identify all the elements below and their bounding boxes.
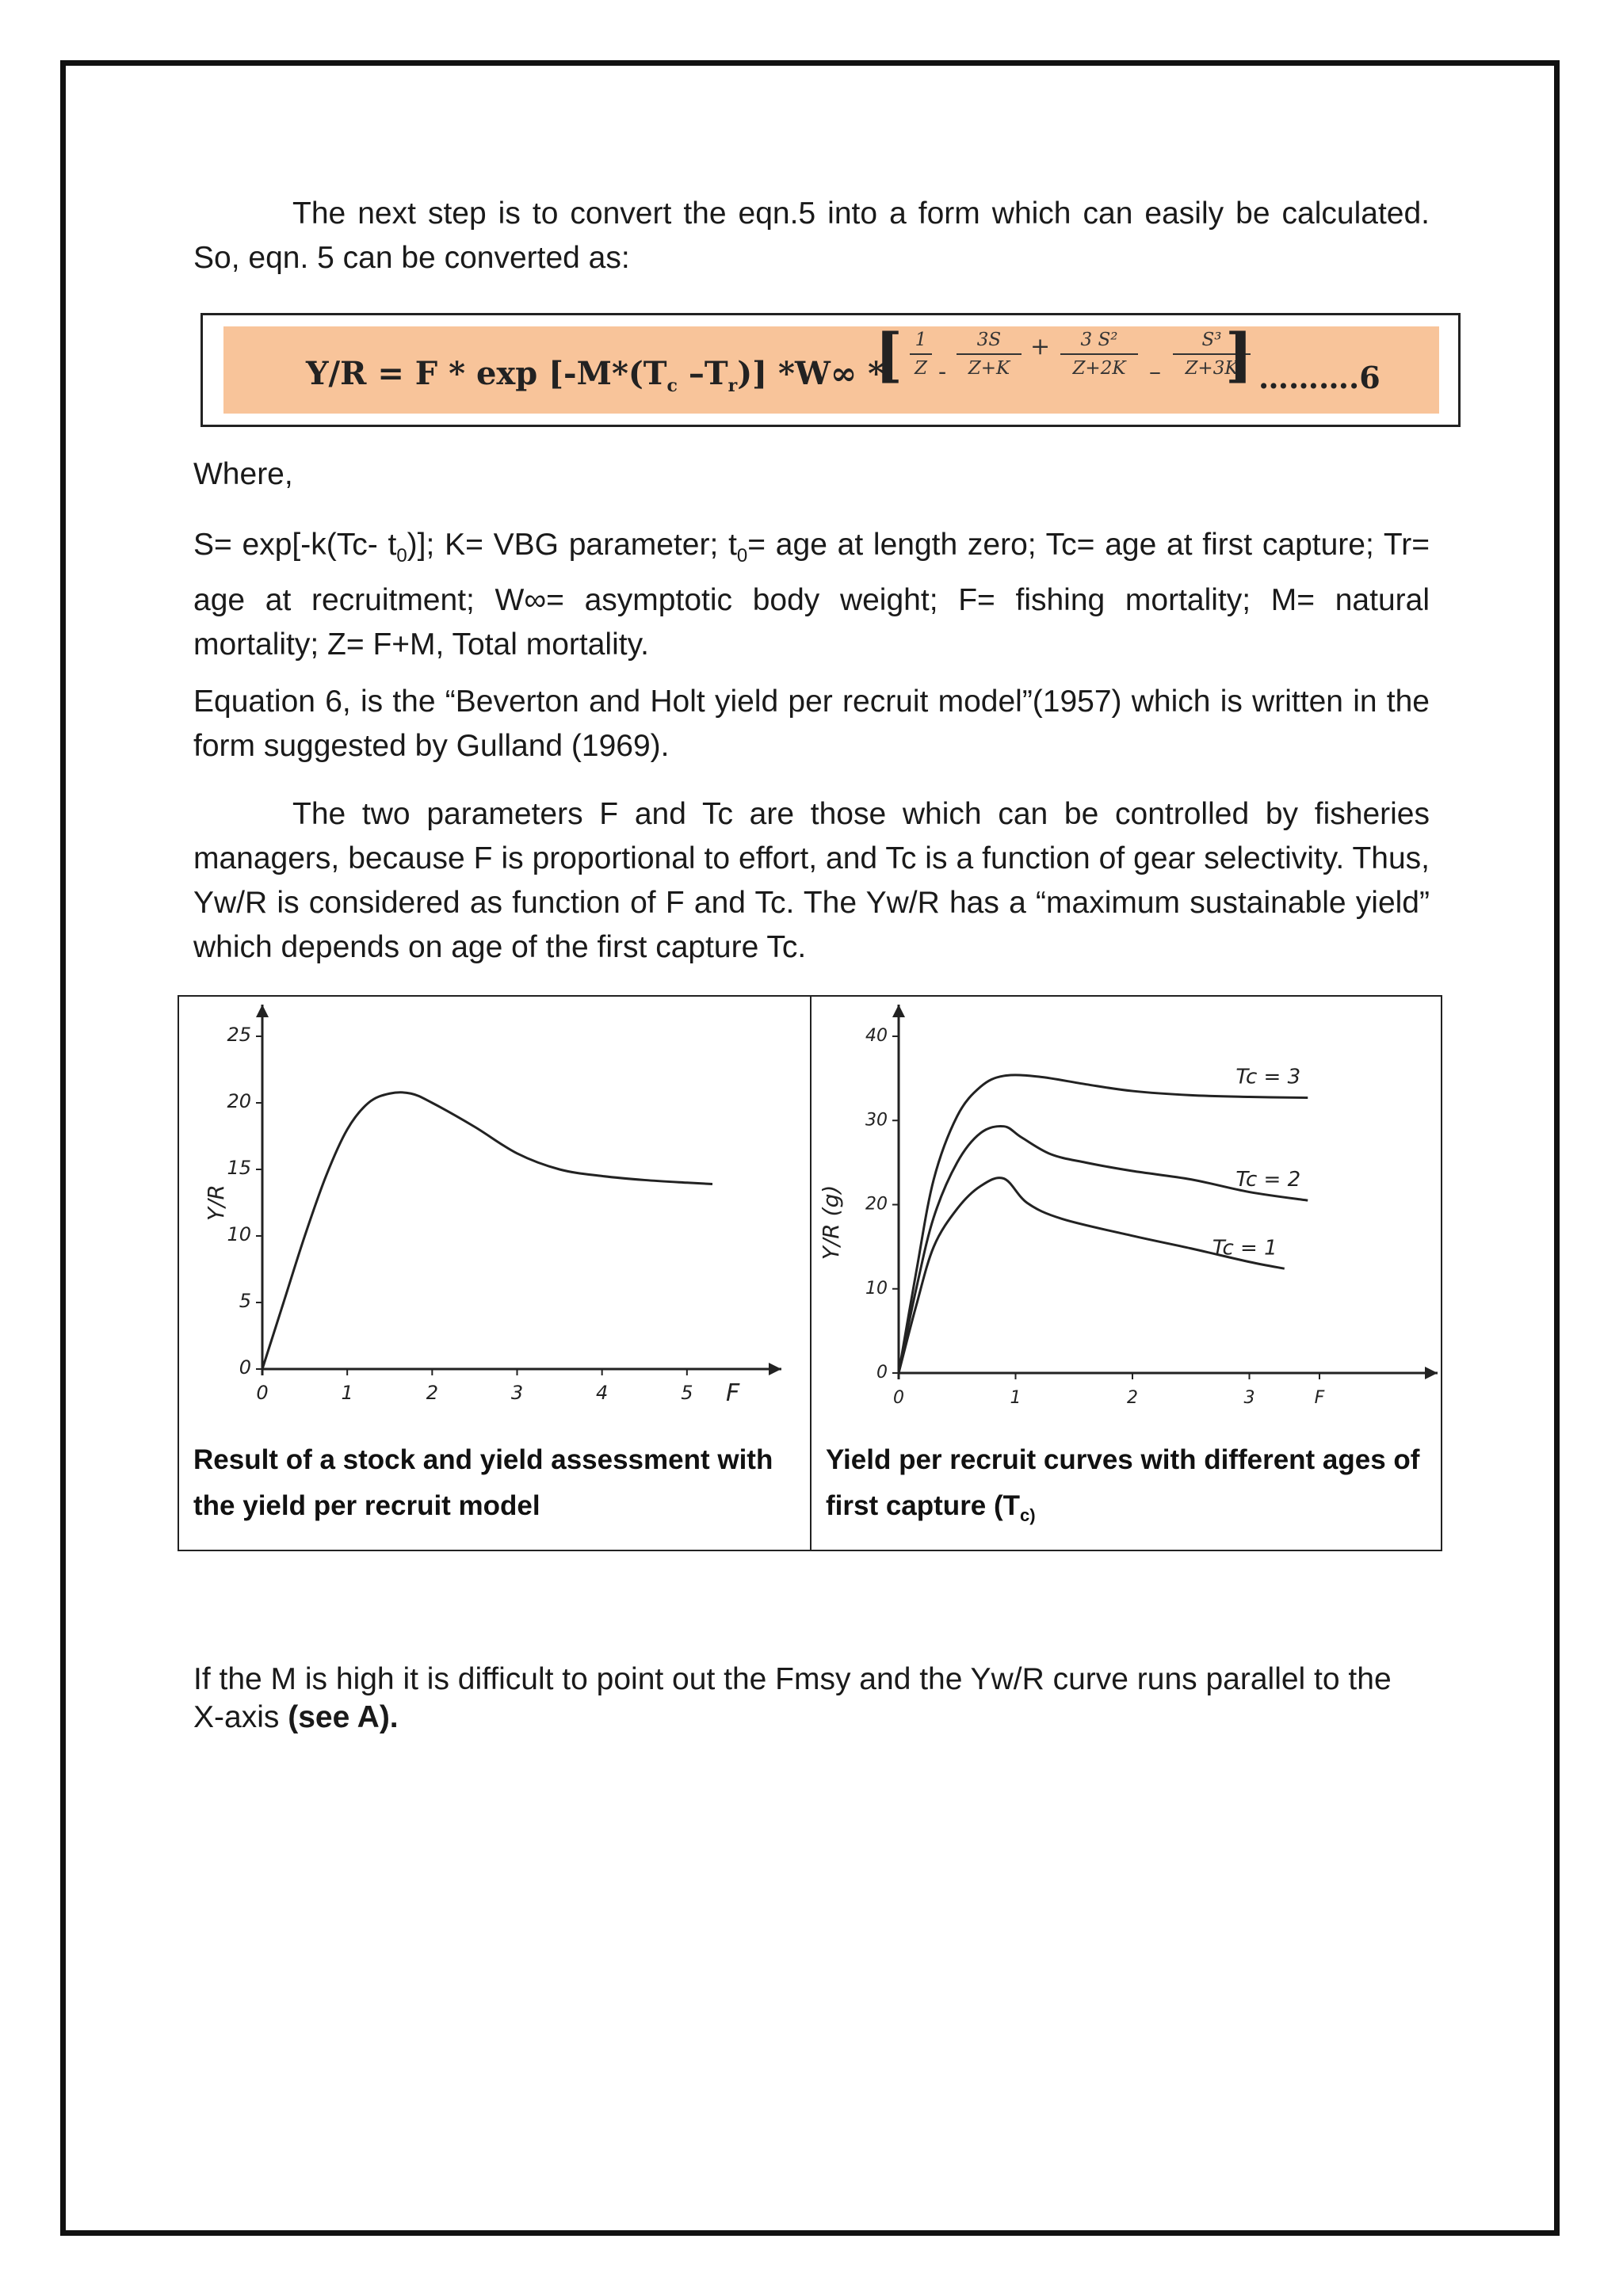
equation-box [200,313,1461,427]
series-annotation: Tc = 1 [1212,1236,1277,1261]
model-description: Equation 6, is the “Beverton and Holt yield per recruit model”(1957) which is written in the form suggested by Gulland (1969). [193,685,1430,763]
fraction-2: $\frac{3S}{Z+K}$ [957,330,1022,379]
intro-paragraph: The next step is to convert the eqn.5 into a form which can easily be calculated. So, eqn. 5 can be converted as: [193,196,1430,275]
open-bracket: [ [875,322,903,390]
series-line-1 [899,1075,1308,1373]
series-annotation: Tc = 3 [1235,1065,1301,1089]
y-tick-label: 25 [227,1024,251,1046]
caption-right: Yield per recruit curves with different ages of first capture ($T_{c)}$ [826,1444,1420,1525]
operator-dash: – [1149,358,1161,386]
x-tick-label: 1 [1010,1388,1022,1408]
parameters-paragraph: The two parameters F and Tc are those which can be controlled by fisheries managers, because F is proportional to effort, and Tc is a function of gear selectivity. Thus, Yw/R is considered as function of F and Tc. The Yw/R has a “maximum sustainable yield” which depends on age of the first capture Tc. [193,797,1430,964]
fraction-4: $\frac{\text{S³}}{Z+3K}$ [1173,330,1251,379]
x-tick-label: 3 [1243,1388,1255,1408]
series-annotation: Tc = 2 [1235,1168,1301,1192]
equation-highlight [223,322,1439,414]
closing-paragraph: If the M is high it is difficult to point out the Fmsy and the Yw/R curve runs parallel to the X-axis (see A). [193,1662,1392,1734]
x-tick-label: 0 [893,1388,904,1408]
y-tick-label: 40 [865,1026,888,1046]
y-tick-label: 10 [865,1278,888,1299]
x-axis-arrow [769,1363,781,1375]
x-tick-label: 2 [426,1382,438,1404]
x-tick-label: 4 [596,1382,609,1404]
x-tick-label: F [1314,1388,1325,1408]
x-tick-label: 0 [256,1382,269,1404]
equation-number: ……….6 [1258,360,1381,395]
operator-plus: + [1030,333,1051,360]
chart-right [812,997,1442,1425]
y-tick-label: 15 [227,1157,251,1179]
y-axis-arrow [892,1005,905,1017]
x-tick-label: 2 [1127,1388,1138,1408]
caption-left: Result of a stock and yield assessment with the yield per recruit model [193,1444,773,1521]
where-label: Where, [193,457,293,491]
see-a-reference: (see A). [288,1700,399,1734]
y-tick-label: 30 [865,1110,888,1131]
x-axis-label: F [726,1379,740,1407]
y-tick-label: 5 [239,1290,251,1312]
close-bracket: ] [1225,322,1254,390]
y-axis-label: Y/R [203,1184,229,1221]
figure-table [178,995,1442,1551]
y-tick-label: 20 [865,1194,888,1215]
x-tick-label: 1 [341,1382,353,1404]
y-axis-label: Y/R (g) [818,1184,844,1261]
fraction-3: $\frac{\text{3 S²}}{Z+2K}$ [1060,330,1138,379]
y-tick-label: 20 [227,1090,251,1112]
equation-main: $Y/R = F * \exp [-M*(T_c$ $-T_r$)] *W∞ * [306,355,885,396]
definitions-paragraph: S= exp[-k(Tc- $t_0$)]; K= VBG parameter; $t_0=$ age at length zero; Tc= age at first capture; Tr= age at recruitment; W∞= asymptotic body weight; F= fishing mortality; M= natural mortality; Z= F+M, Total mortality. [193,528,1430,662]
y-tick-label: 0 [239,1356,251,1379]
series-line-3 [899,1178,1285,1373]
x-tick-label: 5 [681,1382,693,1404]
y-tick-label: 0 [876,1363,888,1383]
x-axis-arrow [1425,1367,1438,1379]
series-line-1 [262,1093,712,1369]
chart-left [179,997,808,1425]
y-tick-label: 10 [227,1223,251,1245]
x-tick-label: 3 [510,1382,524,1404]
operator-minus: - [938,358,947,386]
fraction-1: $\frac{1}{Z}$ [910,330,932,379]
y-axis-arrow [256,1005,269,1017]
